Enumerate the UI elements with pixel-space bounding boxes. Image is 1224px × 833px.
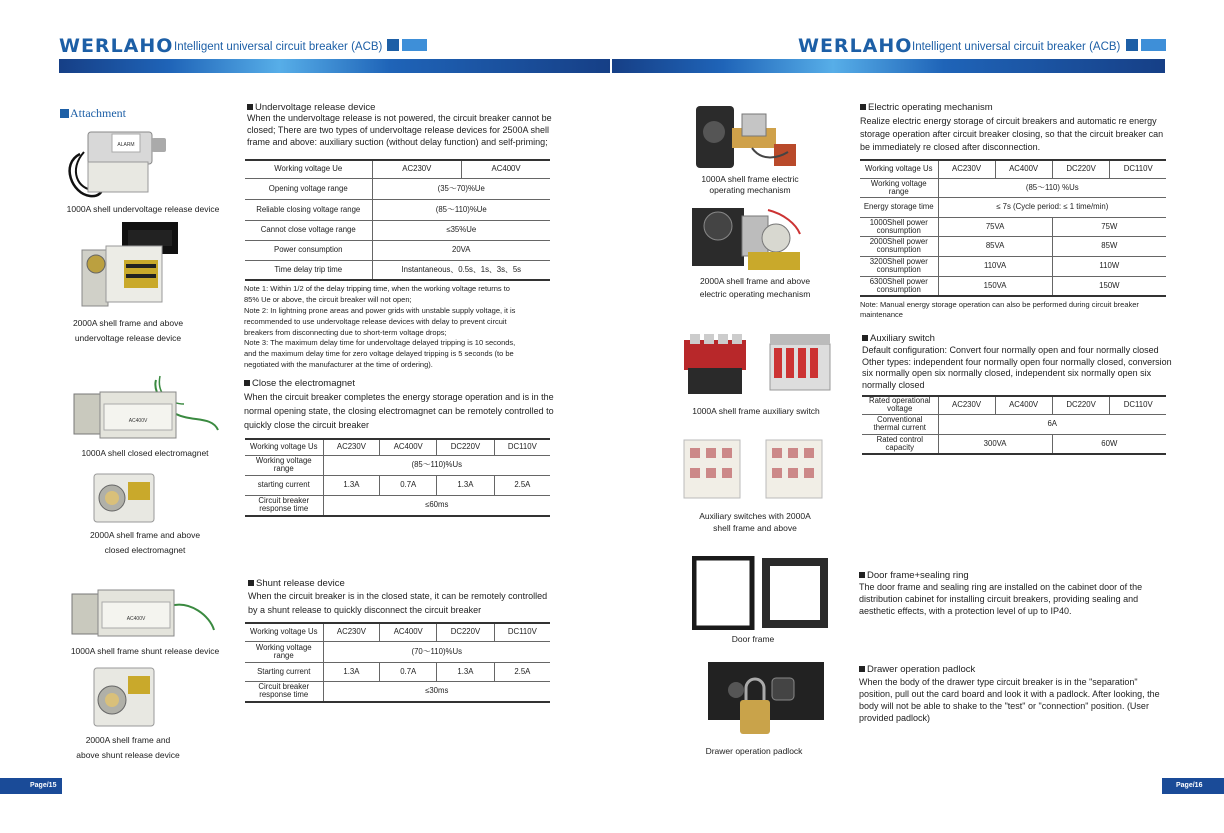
door-frame-image [692,556,832,630]
page-number-left: Page/15 [0,778,62,794]
electric-op-note: Note: Manual energy storage operation can also be performed during circuit breaker maintenance [860,300,1139,319]
caption-aux2000: Auxiliary switches with 2000A shell frame and above [699,511,811,533]
aux-2000-image-b [762,434,826,502]
table-row: Cannot close voltage range ≤35%Ue [245,220,550,240]
table-row: 1000Shell power consumption 75VA 75W [860,217,1166,236]
table-row: 3200Shell power consumption 110VA 110W [860,256,1166,276]
undervoltage-2000-image [78,220,190,312]
table-row: 6300Shell power consumption 150VA 150W [860,276,1166,296]
electric-op-text: Realize electric energy storage of circuit breakers and automatic re energy storage operation after circuit breaker closing, so that the circuit breaker can be immediately re closed after disconnection. [860,116,1164,153]
aux-table [862,395,1166,455]
table-row: Working voltage Us AC230V AC400V DC220V DC110V [245,623,550,641]
page-number-right: Page/16 [1162,778,1224,794]
caption-uv2000: 2000A shell frame and above undervoltage release device [72,318,184,343]
electric-op-title: Electric operating mechanism [860,102,993,113]
shunt-title: Shunt release device [248,578,345,589]
table-row: Working voltage Ue AC230V AC400V [245,160,550,178]
header-bar-left [387,39,427,51]
padlock-image [708,660,824,740]
shunt-text: When the circuit breaker is in the closed state, it can be remotely controlled by a shunt release to quickly disconnect the circuit breaker [248,591,548,615]
table-row: Reliable closing voltage range (85～110)%Ue [245,199,550,220]
close-em-title: Close the electromagnet [244,378,355,389]
header-subtitle-left: Intelligent universal circuit breaker (ACB) [174,41,383,53]
undervoltage-label: ALARM [117,142,135,148]
caption-door: Door frame [731,634,775,644]
table-row: Opening voltage range (35～70)%Ue [245,178,550,199]
undervoltage-1000-image [66,124,178,204]
caption-uv1000: 1000A shell undervoltage release device [66,204,220,214]
door-text: The door frame and sealing ring are installed on the cabinet door of the distribution cabinet for installing circuit breakers, providing sealing and aesthetic effects, with a protection level of up to IP40. [859,582,1143,616]
brand-logo-left: WERLAHO [59,35,174,57]
table-row: Conventional thermal current 6A [862,414,1166,434]
table-row: Starting current 1.3A 0.7A 1.3A 2.5A [245,662,550,681]
caption-ce1000: 1000A shell closed electromagnet [81,448,209,458]
table-row: Working voltage range (85～110)%Us [245,455,550,475]
shunt-label: AC400V [126,616,146,622]
padlock-title: Drawer operation padlock [859,664,975,675]
electric-op-2000-image [688,200,806,274]
close-em-table [245,438,550,517]
door-title: Door frame+sealing ring [859,570,969,581]
header-stripe-left [59,59,610,73]
closed-em-1000-image [72,374,220,444]
aux-1000-image-b [764,330,834,400]
header-subtitle-right: Intelligent universal circuit breaker (ACB) [912,41,1121,53]
padlock-text: When the body of the drawer type circuit breaker is in the "separation" position, pull out the card board and look it with a padlock. After looking, the body will not be able to shake to the "test" or "connection" position. (User provided padlock) [859,677,1160,723]
table-row: Energy storage time ≤ 7s (Cycle period: ≤ 1 time/min) [860,197,1166,217]
caption-sh2000: 2000A shell frame and above shunt release device [76,735,180,760]
aux-title: Auxiliary switch [862,333,935,344]
table-row: Rated operational voltage AC230V AC400V DC220V DC110V [862,396,1166,414]
electric-op-1000-image [692,100,804,174]
caption-aux1000: 1000A shell frame auxiliary switch [692,406,820,416]
header-stripe-right [612,59,1165,73]
caption-em2000: 2000A shell frame and above electric operating mechanism [699,276,811,299]
table-row: Working voltage Us AC230V AC400V DC220V DC110V [860,160,1166,178]
header-bar-right [1126,39,1166,51]
caption-em1000: 1000A shell frame electric operating mechanism [701,174,799,196]
electric-op-table [860,159,1166,297]
undervoltage-table [245,159,550,281]
closed-em-2000-image [88,468,160,526]
aux-1000-image-a [682,330,752,400]
table-row: 2000Shell power consumption 85VA 85W [860,236,1166,256]
caption-ce2000: 2000A shell frame and above closed electromagnet [89,530,201,555]
table-row: Circuit breaker response time ≤60ms [245,495,550,516]
table-row: starting current 1.3A 0.7A 1.3A 2.5A [245,475,550,495]
shunt-table [245,622,550,703]
aux-2000-image-a [680,434,744,502]
aux-text: Default configuration: Convert four normally open and four normally closed Other types: independent four normally open four normally closed, conversion six normally open six normally closed, independent six normally open six normally closed [862,345,1172,391]
table-row: Working voltage range (85～110) %Us [860,178,1166,197]
attachment-heading: Attachment [60,106,126,121]
closed-em-label: AC400V [128,418,148,424]
brand-logo-right: WERLAHO [798,35,913,57]
caption-sh1000: 1000A shell frame shunt release device [70,646,220,656]
table-row: Circuit breaker response time ≤30ms [245,681,550,702]
close-em-text: When the circuit breaker completes the energy storage operation and is in the normal opening state, the closing electromagnet can be remotely controlled to quickly close the circuit breaker [244,392,554,430]
undervoltage-text: When the undervoltage release is not powered, the circuit breaker cannot be closed; There are two types of undervoltage release devices for 2500A shell frame and above: auxiliary suction (without delay function) and self-priming; [247,113,552,147]
undervoltage-title: Undervoltage release device [247,102,375,113]
table-row: Time delay trip time Instantaneous、0.5s、1s、3s、5s [245,260,550,280]
shunt-1000-image [70,586,218,642]
table-row: Rated control capacity 300VA 60W [862,434,1166,454]
shunt-2000-image [88,664,160,730]
table-row: Working voltage Us AC230V AC400V DC220V DC110V [245,439,550,455]
table-row: Working voltage range (70～110)%Us [245,641,550,662]
caption-padlock: Drawer operation padlock [705,746,803,756]
table-row: Power consumption 20VA [245,240,550,260]
undervoltage-notes: Note 1: Within 1/2 of the delay tripping time, when the working voltage returns to 85% Ue or above, the circuit breaker will not open; Note 2: In lightning prone areas and power grids with unstable supply voltage, it is recommended to use undervoltage release devices with delay to prevent circuit breakers from disconnecting due to short-term voltage drops; Note 3: The maximum delay time for undervoltage delayed tripping is 10 seconds, and the maximum delay time for zero voltage delayed tripping is 5 seconds (to be negotiated with the manufacturer at the time of ordering). [244,284,516,370]
